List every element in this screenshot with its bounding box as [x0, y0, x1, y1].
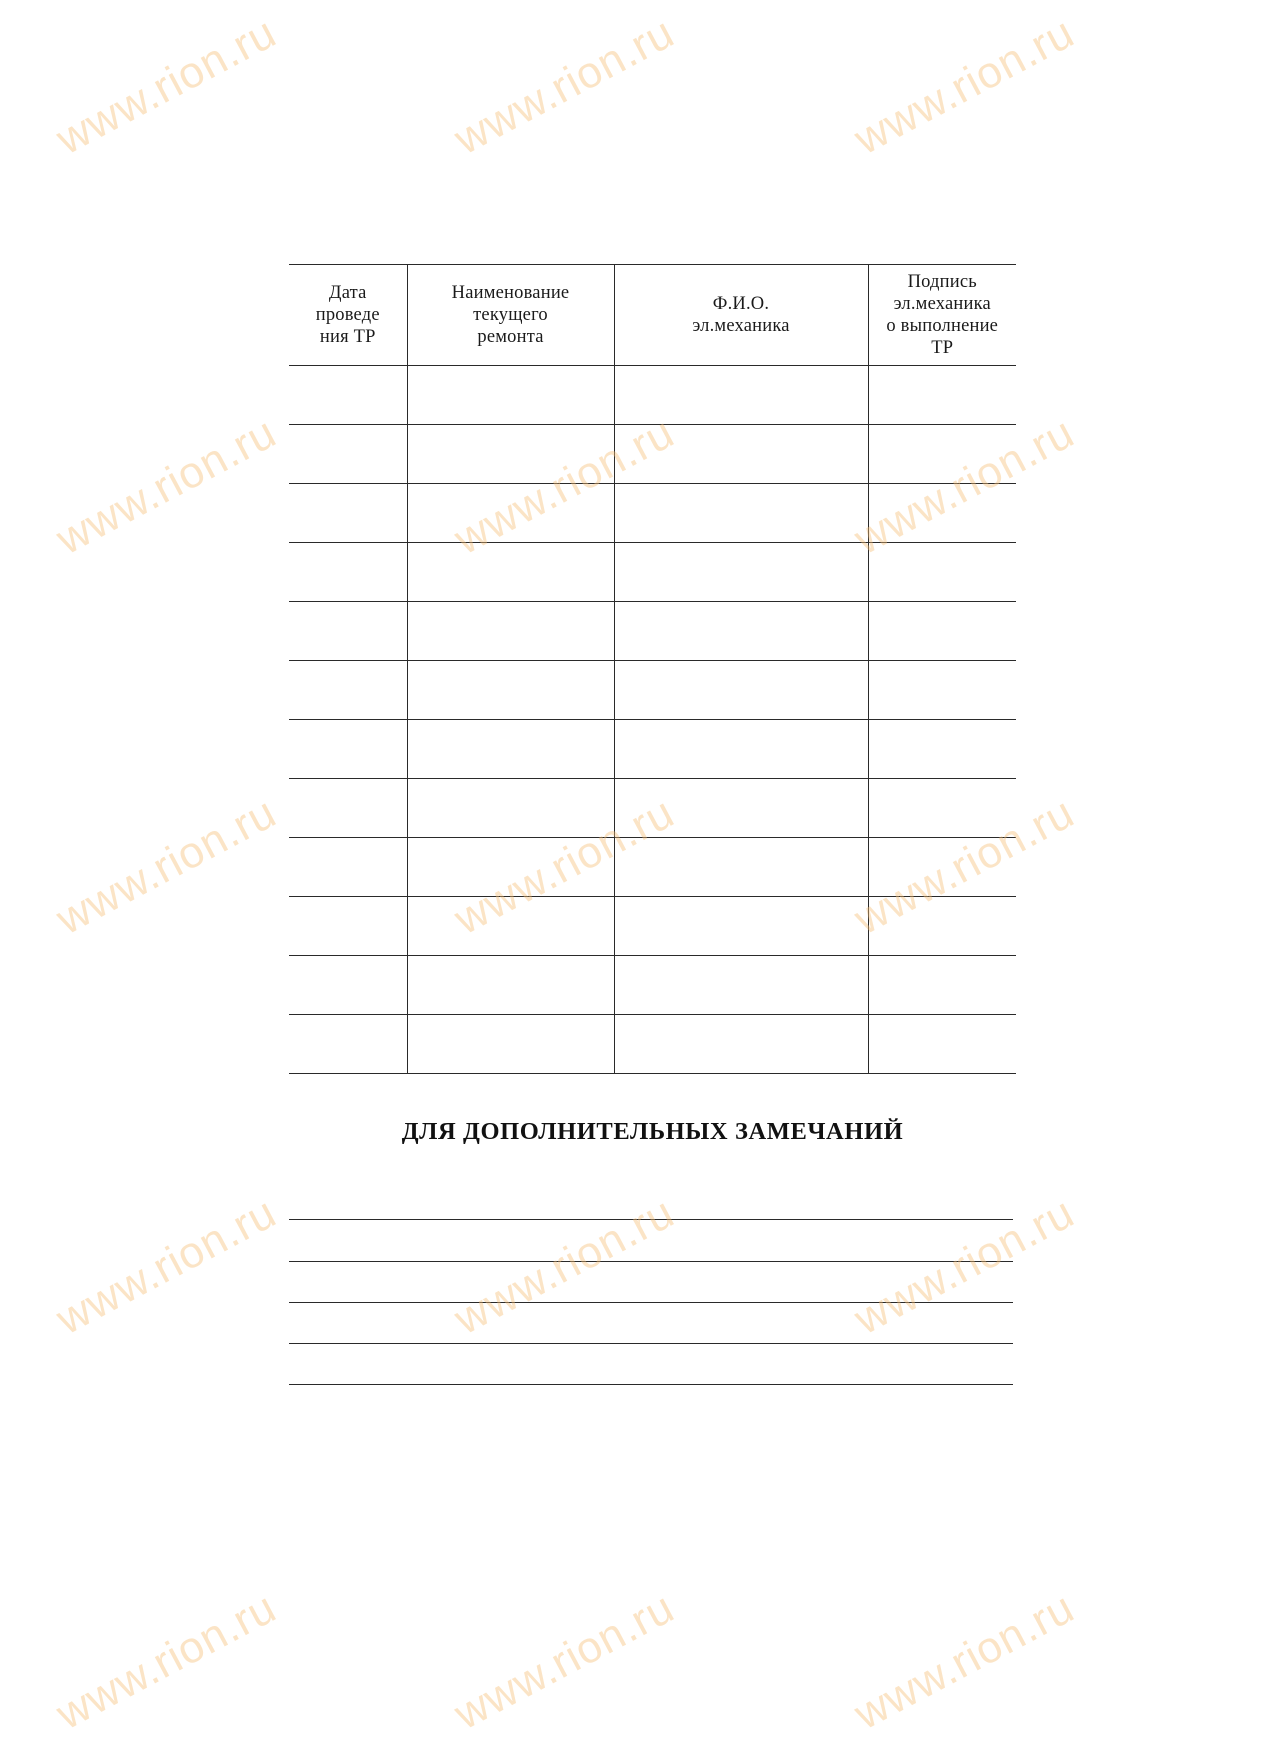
table-row — [289, 720, 1016, 779]
remarks-line[interactable] — [289, 1302, 1013, 1303]
table-row — [289, 779, 1016, 838]
header-repair-name — [407, 265, 614, 366]
mechanic-name-cell[interactable] — [614, 1015, 868, 1074]
signature-cell[interactable] — [868, 1015, 1016, 1074]
date-cell[interactable] — [289, 779, 407, 838]
table-row — [289, 366, 1016, 425]
date-cell[interactable] — [289, 1015, 407, 1074]
mechanic-name-cell[interactable] — [614, 661, 868, 720]
watermark-text: www.rion.ru — [846, 407, 1083, 565]
signature-cell[interactable] — [868, 720, 1016, 779]
repair-name-cell[interactable] — [407, 956, 614, 1015]
table-row — [289, 838, 1016, 897]
table-row — [289, 956, 1016, 1015]
remarks-line[interactable] — [289, 1219, 1013, 1220]
table-row — [289, 602, 1016, 661]
header-date-line: ния ТР — [319, 327, 376, 347]
watermark-text: www.rion.ru — [446, 7, 683, 165]
mechanic-name-cell[interactable] — [614, 720, 868, 779]
repair-name-cell[interactable] — [407, 425, 614, 484]
watermark-text: www.rion.ru — [846, 787, 1083, 945]
date-cell[interactable] — [289, 956, 407, 1015]
repair-name-cell[interactable] — [407, 838, 614, 897]
mechanic-name-cell[interactable] — [614, 484, 868, 543]
signature-cell[interactable] — [868, 366, 1016, 425]
header-mechanic-name — [614, 265, 868, 366]
header-date-line: проведе — [315, 305, 380, 325]
date-cell[interactable] — [289, 543, 407, 602]
mechanic-name-cell[interactable] — [614, 366, 868, 425]
remarks-line[interactable] — [289, 1261, 1013, 1262]
date-cell[interactable] — [289, 720, 407, 779]
watermark-text: www.rion.ru — [48, 7, 285, 165]
watermark-text: www.rion.ru — [446, 407, 683, 565]
header-repair-name-line: текущего — [473, 305, 548, 325]
remarks-line[interactable] — [289, 1384, 1013, 1385]
signature-cell[interactable] — [868, 779, 1016, 838]
mechanic-name-cell[interactable] — [614, 779, 868, 838]
watermark-text: www.rion.ru — [446, 1582, 683, 1740]
signature-cell[interactable] — [868, 661, 1016, 720]
watermark-text: www.rion.ru — [846, 7, 1083, 165]
remarks-heading: ДЛЯ ДОПОЛНИТЕЛЬНЫХ ЗАМЕЧАНИЙ — [401, 1118, 904, 1145]
date-cell[interactable] — [289, 484, 407, 543]
date-cell[interactable] — [289, 602, 407, 661]
table-header-row — [289, 265, 1016, 366]
mechanic-name-cell[interactable] — [614, 838, 868, 897]
repair-log-table — [289, 264, 1016, 1074]
header-repair-name-line: Наименование — [451, 283, 570, 303]
watermark-text: www.rion.ru — [846, 1582, 1083, 1740]
table-row — [289, 484, 1016, 543]
signature-cell[interactable] — [868, 543, 1016, 602]
repair-name-cell[interactable] — [407, 1015, 614, 1074]
repair-name-cell[interactable] — [407, 720, 614, 779]
repair-name-cell[interactable] — [407, 543, 614, 602]
mechanic-name-cell[interactable] — [614, 897, 868, 956]
date-cell[interactable] — [289, 897, 407, 956]
table-row — [289, 897, 1016, 956]
header-repair-name-line: ремонта — [477, 327, 544, 347]
watermark-text: www.rion.ru — [48, 407, 285, 565]
header-signature-line: о выполнение — [886, 316, 999, 336]
watermark-text: www.rion.ru — [446, 1187, 683, 1345]
mechanic-name-cell[interactable] — [614, 956, 868, 1015]
mechanic-name-cell[interactable] — [614, 425, 868, 484]
header-date-line: Дата — [328, 283, 367, 303]
header-mechanic-name-line: эл.механика — [692, 316, 790, 336]
header-mechanic-name-line: Ф.И.О. — [712, 294, 770, 314]
watermark-text: www.rion.ru — [846, 1187, 1083, 1345]
table-row — [289, 543, 1016, 602]
signature-cell[interactable] — [868, 838, 1016, 897]
watermark-text: www.rion.ru — [48, 1582, 285, 1740]
table-row — [289, 661, 1016, 720]
repair-name-cell[interactable] — [407, 366, 614, 425]
signature-cell[interactable] — [868, 425, 1016, 484]
watermark-text: www.rion.ru — [48, 787, 285, 945]
header-date — [289, 265, 407, 366]
mechanic-name-cell[interactable] — [614, 543, 868, 602]
repair-name-cell[interactable] — [407, 484, 614, 543]
header-signature-line: эл.механика — [893, 294, 991, 314]
date-cell[interactable] — [289, 661, 407, 720]
repair-name-cell[interactable] — [407, 779, 614, 838]
watermark-text: www.rion.ru — [48, 1187, 285, 1345]
remarks-line[interactable] — [289, 1343, 1013, 1344]
header-signature-line: Подпись — [907, 272, 977, 292]
header-signature-line: ТР — [931, 338, 954, 358]
date-cell[interactable] — [289, 366, 407, 425]
watermark-text: www.rion.ru — [446, 787, 683, 945]
header-mechanic-signature — [868, 265, 1016, 366]
date-cell[interactable] — [289, 838, 407, 897]
mechanic-name-cell[interactable] — [614, 602, 868, 661]
repair-name-cell[interactable] — [407, 661, 614, 720]
repair-name-cell[interactable] — [407, 897, 614, 956]
table-row — [289, 1015, 1016, 1074]
signature-cell[interactable] — [868, 897, 1016, 956]
signature-cell[interactable] — [868, 956, 1016, 1015]
date-cell[interactable] — [289, 425, 407, 484]
signature-cell[interactable] — [868, 484, 1016, 543]
repair-name-cell[interactable] — [407, 602, 614, 661]
signature-cell[interactable] — [868, 602, 1016, 661]
table-row — [289, 425, 1016, 484]
table-body — [289, 366, 1016, 1074]
